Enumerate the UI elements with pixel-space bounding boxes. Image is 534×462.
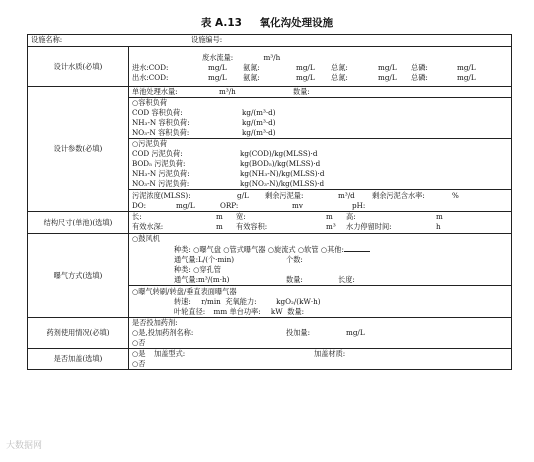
aeration-label: 曝气方式(选填) [28,234,129,318]
perforated-pipe-option[interactable]: ○穿孔管 [193,265,221,274]
speed-label: 转速: [174,297,191,306]
flow-unit[interactable]: m³/h [263,53,281,62]
cod-vol-unit[interactable]: kg/(m³·d) [242,108,276,117]
rotor-qty-label[interactable]: 数量: [287,307,305,316]
length-unit[interactable]: m [216,212,223,221]
nh3-sl-unit[interactable]: kg(NH₃-N)/kg(MLSS)·d [240,169,325,178]
design-params-row [28,87,512,212]
inlet-tp-unit[interactable]: mg/L [457,63,476,72]
orp-label: ORP: [220,201,239,210]
sludge-load-section [129,138,511,189]
other-option[interactable]: ○其他: [320,245,344,254]
cover-label: 是否加盖(选填) [28,349,129,370]
outlet-label: 出水: [132,73,149,82]
no3-sl-unit[interactable]: kg(NO₃-N)/kg(MLSS)·d [240,179,325,188]
design-params-label: 设计参数(必填) [28,87,129,212]
pool-flow-line [132,87,508,97]
hrt-label: 水力停留时间: [346,222,392,231]
outlet-tp-label: 总磷: [411,73,428,82]
water-quality-label: 设计水质(必填) [28,47,129,87]
pipe-length-label[interactable]: 长度: [338,275,355,284]
disc-diffuser-option[interactable]: ○曝气盘 [193,245,221,254]
rotor-option[interactable]: ○曝气转刷/转盘/垂直表面曝气器 [132,287,237,296]
facility-form-table [27,34,512,370]
chemicals-no-option[interactable]: ○否 [132,338,146,347]
outlet-ammonia-label: 氨氮: [243,73,260,82]
do-unit[interactable]: mg/L [176,201,195,210]
cover-material-label[interactable]: 加盖材质: [314,349,346,358]
nh3-vol-label: NH₃-N 容积负荷: [132,118,190,127]
header-row [28,35,512,47]
flow-label: 废水流量: [202,53,234,62]
no3-vol-unit[interactable]: kg/(m³·d) [242,128,276,137]
table-title-text: 氧化沟处理设施 [259,17,334,29]
chemicals-yes-option[interactable]: ○是,投加药剂名称: [132,328,194,337]
chemicals-label: 药剂使用情况(必填) [28,318,129,349]
pool-flow-label: 单池处理水量: [132,87,178,96]
power-label: 单台功率: [229,307,261,316]
structure-row [28,212,512,234]
moisture-label: 剩余污泥含水率: [372,191,425,200]
excess-sludge-label: 剩余污泥量: [265,191,304,200]
swirl-option[interactable]: ○旋流式 [267,245,296,254]
sludge-load-option[interactable]: ○污泥负荷 [132,139,168,148]
diffuser-count-label[interactable]: 个数: [286,255,303,264]
do-label: DO: [132,201,147,210]
cod-vol-label: COD 容积负荷: [132,108,183,117]
outlet-ammonia-unit[interactable]: mg/L [296,73,315,82]
pool-count-label[interactable]: 数量: [293,87,310,96]
dose-unit[interactable]: mg/L [346,328,365,337]
inlet-cod-unit[interactable]: mg/L [208,63,227,72]
inlet-line [132,63,508,73]
type1-label: 种类: [174,245,191,254]
eff-depth-label: 有效水深: [132,222,164,231]
cover-row [28,349,512,370]
hrt-unit[interactable]: h [436,222,441,231]
ph-label[interactable]: pH: [352,201,366,210]
sludge-misc-section [129,189,511,211]
chemicals-question: 是否投加药剂: [132,318,178,327]
height-label: 高: [346,212,356,221]
bod-sl-unit[interactable]: kg(BOD₅)/kg(MLSS)·d [240,159,321,168]
width-label: 宽: [236,212,246,221]
cod-sl-unit[interactable]: kg(COD)/kg(MLSS)·d [240,149,318,158]
flow-line [132,53,508,63]
width-unit[interactable]: m [326,212,333,221]
cover-yes-option[interactable]: ○是 [132,349,146,358]
cover-type-label[interactable]: 加盖型式: [154,349,186,358]
impeller-diameter-label: 叶轮直径: [174,307,206,316]
inlet-cod-label: COD: [148,63,169,72]
inlet-ammonia-unit[interactable]: mg/L [296,63,315,72]
outlet-line [132,73,508,83]
chemicals-row [28,318,512,349]
inlet-label: 进水: [132,63,149,72]
outlet-tp-unit[interactable]: mg/L [457,73,476,82]
soft-hose-option[interactable]: ○软管 [297,245,319,254]
orp-unit[interactable]: mv [292,201,303,210]
no3-vol-label: NO₃-N 容积负荷: [132,128,190,137]
length-label: 长: [132,212,142,221]
inlet-tn-label: 总氮: [331,63,348,72]
bod-sl-label: BOD₅ 污泥负荷: [132,159,186,168]
eff-volume-label: 有效容积: [236,222,268,231]
outlet-cod-unit[interactable]: mg/L [208,73,227,82]
facility-name-field[interactable]: 设施名称: [31,35,63,44]
eff-volume-unit[interactable]: m³ [326,222,336,231]
excess-sludge-unit[interactable]: m³/d [338,191,355,200]
eff-depth-unit[interactable]: m [216,222,223,231]
height-unit[interactable]: m [436,212,443,221]
volume-load-option[interactable]: ○容积负荷 [132,98,168,107]
pool-flow-unit[interactable]: m³/h [219,87,236,96]
rotor-section [129,285,511,317]
oxygen-capacity-unit[interactable]: kgO₂/(kW·h) [276,297,321,306]
cod-sl-label: COD 污泥负荷: [132,149,183,158]
watermark: 大数据网 [6,441,43,451]
moisture-unit[interactable]: % [452,191,459,200]
structure-label: 结构尺寸(单池)(选填) [28,212,129,234]
blower-option[interactable]: ○鼓风机 [132,234,160,243]
other-input[interactable] [344,244,370,252]
airflow2-label: 通气量: [174,275,198,284]
outlet-tn-label: 总氮: [331,73,348,82]
cover-no-option[interactable]: ○否 [132,359,146,368]
outlet-cod-label: COD: [148,73,169,82]
nh3-sl-label: NH₃-N 污泥负荷: [132,169,190,178]
airflow2-unit[interactable]: m³/(m·h) [198,275,230,284]
dose-label: 投加量: [286,328,310,337]
oxygen-capacity-label: 充氧能力: [225,297,257,306]
aeration-row [28,234,512,318]
speed-unit[interactable]: r/min [201,297,221,306]
volume-load-section [129,97,511,138]
nh3-vol-unit[interactable]: kg/(m³·d) [242,118,276,127]
inlet-tn-unit[interactable]: mg/L [378,63,397,72]
impeller-diameter-unit[interactable]: mm [213,307,228,316]
mlss-label: 污泥浓度(MLSS): [132,191,191,200]
power-unit[interactable]: kW [270,307,283,316]
tube-diffuser-option[interactable]: ○管式曝气器 [223,245,266,254]
facility-code-field[interactable]: 设施编号: [191,35,223,44]
type2-label: 种类: [174,265,191,274]
airflow-unit[interactable]: L/(个·min) [198,255,235,264]
outlet-tn-unit[interactable]: mg/L [378,73,397,82]
water-quality-row [28,47,512,87]
mlss-unit[interactable]: g/L [237,191,249,200]
no3-sl-label: NO₃-N 污泥负荷: [132,179,190,188]
table-title [0,15,534,30]
inlet-ammonia-label: 氨氮: [243,63,260,72]
table-number: 表 A.13 [200,17,242,29]
pipe-qty-label[interactable]: 数量: [286,275,303,284]
airflow-label: 通气量: [174,255,198,264]
inlet-tp-label: 总磷: [411,63,428,72]
